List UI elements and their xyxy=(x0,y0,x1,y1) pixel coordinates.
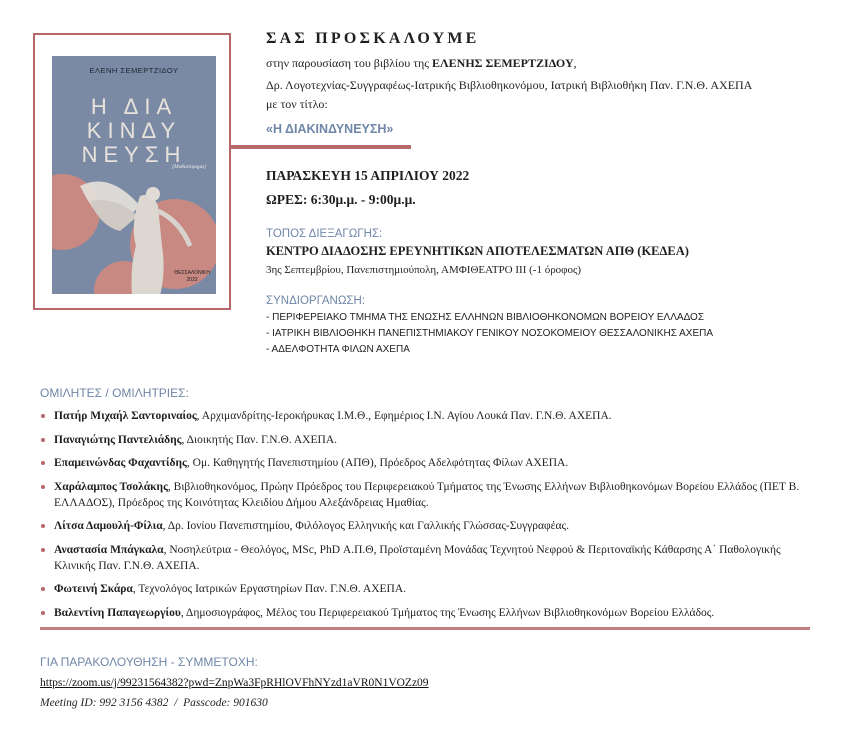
meeting-info xyxy=(40,697,268,709)
speaker-name: Φωτεινή Σκάρα xyxy=(54,583,133,595)
bullet-icon xyxy=(41,548,45,552)
bullet-icon xyxy=(41,587,45,591)
venue-address: 3ης Σεπτεμβρίου, Πανεπιστημιούπολη, ΑΜΦΙΘΕΑΤΡΟ ΙΙΙ (-1 όροφος) xyxy=(266,264,582,276)
bullet-icon xyxy=(41,438,45,442)
meeting-separator: / xyxy=(174,697,178,709)
speaker-name: Πατήρ Μιχαήλ Σαντοριναίος xyxy=(54,410,197,422)
intro-prefix: στην παρουσίαση του βιβλίου της xyxy=(266,56,433,70)
speaker-desc: , Βιβλιοθηκονόμος, Πρώην Πρόεδρος του Περιφερειακού Τμήματος της Ένωσης Ελλήνων Βιβλιοθηκονόμων Βορείου Ελλάδος (ΠΕΤ Β. ΕΛΛΑΔΟΣ), Πρόεδρος της Κοινότητας Κλειδίου Δήμου Αλεξάνδρειας Ημαθίας. xyxy=(54,480,800,509)
meeting-id-label: Meeting ID: xyxy=(40,697,97,709)
speaker-desc: , Αρχιμανδρίτης-Ιεροκήρυκας Ι.Μ.Θ., Εφημέριος Ι.Ν. Αγίου Λουκά Παν. Γ.Ν.Θ. ΑΧΕΠΑ. xyxy=(196,410,612,422)
cover-author: ΕΛΕΝΗ ΣΕΜΕΡΤΖΙΔΟΥ xyxy=(89,66,179,75)
speaker-name: Βαλεντίνη Παπαγεωργίου xyxy=(54,606,181,619)
cover-subtitle: [Μυθιστόρημα] xyxy=(171,164,206,170)
speaker-desc: , Ομ. Καθηγητής Πανεπιστημίου (ΑΠΘ), Πρόεδρος Αδελφότητας Φίλων ΑΧΕΠΑ. xyxy=(186,457,569,469)
bullet-icon xyxy=(41,461,45,465)
organizers-label: ΣΥΝΔΙΟΡΓΑΝΩΣΗ: xyxy=(266,295,366,307)
speaker-desc: , Νοσηλεύτρια - Θεολόγος, MSc, PhD Α.Π.Θ, Προϊσταμένη Μονάδας Τεχνητού Νεφρού & Περιτοναϊκής Κάθαρσης Α΄ Παθολογικής Κλινικής Παν. Γ.Ν.Θ. ΑΧΕΠΑ. xyxy=(54,543,781,572)
book-cover xyxy=(52,56,216,294)
speakers-label: ΟΜΙΛΗΤΕΣ / ΟΜΙΛΗΤΡΙΕΣ: xyxy=(40,386,189,400)
speaker-name: Αναστασία Μπάγκαλα xyxy=(54,543,164,556)
speaker-desc: , Δημοσιογράφος, Μέλος του Περιφερειακού Τμήματος της Ένωσης Ελλήνων Βιβλιοθηκονόμων Βορείου Ελλάδος. xyxy=(180,606,715,619)
intro-line xyxy=(266,56,577,71)
invitation-title: ΣΑΣ ΠΡΟΣΚΑΛΟΥΜΕ xyxy=(266,30,480,47)
event-hours: ΩΡΕΣ: 6:30μ.μ. - 9:00μ.μ. xyxy=(266,192,416,207)
speaker-desc: , Δρ. Ιονίου Πανεπιστημίου, Φιλόλογος Ελληνικής και Γαλλικής Γλώσσας-Συγγραφέας. xyxy=(162,520,569,532)
speaker-item xyxy=(40,605,820,621)
speaker-item xyxy=(40,518,820,534)
speaker-item xyxy=(40,542,820,574)
cover-publisher xyxy=(174,270,210,284)
meeting-id: 992 3156 4382 xyxy=(99,697,169,709)
speakers-list xyxy=(40,408,820,628)
bullet-icon xyxy=(41,485,45,489)
cover-publisher-year: 2022 xyxy=(186,277,198,283)
speaker-item xyxy=(40,581,820,597)
speaker-name: Επαμεινώνδας Φαχαντίδης xyxy=(54,457,187,469)
bullet-icon xyxy=(41,524,45,528)
passcode-label: Passcode: xyxy=(183,697,231,709)
speaker-name: Χαράλαμπος Τσολάκης xyxy=(54,480,168,493)
author-name: ΕΛΕΝΗΣ ΣΕΜΕΡΤΖΙΔΟΥ xyxy=(432,56,574,70)
speaker-item xyxy=(40,408,820,424)
organizer-item: - ΙΑΤΡΙΚΗ ΒΙΒΛΙΟΘΗΚΗ ΠΑΝΕΠΙΣΤΗΜΙΑΚΟΥ ΓΕΝΙΚΟΥ ΝΟΣΟΚΟΜΕΙΟΥ ΘΕΣΣΑΛΟΝΙΚΗΣ ΑΧΕΠΑ xyxy=(266,328,714,339)
speaker-desc: , Διοικητής Παν. Γ.Ν.Θ. ΑΧΕΠΑ. xyxy=(181,433,337,446)
bullet-icon xyxy=(41,414,45,418)
cover-title-line: ΝΕΥΣΗ xyxy=(81,142,187,167)
participation-label: ΓΙΑ ΠΑΡΑΚΟΛΟΥΘΗΣΗ - ΣΥΜΜΕΤΟΧΗ: xyxy=(40,655,258,669)
speaker-name: Παναγιώτης Παντελιάδης xyxy=(54,433,182,446)
organizer-item: - ΠΕΡΙΦΕΡΕΙΑΚΟ ΤΜΗΜΑ ΤΗΣ ΕΝΩΣΗΣ ΕΛΛΗΝΩΝ ΒΙΒΛΙΟΘΗΚΟΝΟΜΩΝ ΒΟΡΕΙΟΥ ΕΛΛΑΔΟΣ xyxy=(266,312,705,323)
speaker-name: Λίτσα Δαμουλή-Φίλια xyxy=(54,520,163,532)
passcode: 901630 xyxy=(233,697,268,709)
bullet-icon xyxy=(41,611,45,615)
venue-name: ΚΕΝΤΡΟ ΔΙΑΔΟΣΗΣ ΕΡΕΥΝΗΤΙΚΩΝ ΑΠΟΤΕΛΕΣΜΑΤΩΝ ΑΠΘ (ΚΕΔΕΑ) xyxy=(266,244,689,258)
cover-title-line: ΚΙΝΔΥ xyxy=(86,118,182,143)
zoom-link[interactable]: https://zoom.us/j/99231564382?pwd=ZnpWa3FpRHlOVFhNYzd1aVR0N1VOZz09 xyxy=(40,677,429,689)
speaker-desc: , Τεχνολόγος Ιατρικών Εργαστηρίων Παν. Γ.Ν.Θ. ΑΧΕΠΑ. xyxy=(132,583,407,595)
event-date: ΠΑΡΑΣΚΕΥΗ 15 ΑΠΡΙΛΙΟΥ 2022 xyxy=(266,168,470,183)
section-divider xyxy=(40,627,810,630)
author-credentials: Δρ. Λογοτεχνίας-Συγγραφέως-Ιατρικής Βιβλιοθηκονόμου, Ιατρική Βιβλιοθήκη Παν. Γ.Ν.Θ. ΑΧΕΠΑ xyxy=(266,78,753,92)
accent-connector xyxy=(229,145,411,149)
title-intro: με τον τίτλο: xyxy=(266,97,328,111)
intro-suffix: , xyxy=(573,56,577,70)
book-title: «Η ΔΙΑΚΙΝΔΥΝΕΥΣΗ» xyxy=(266,122,394,136)
cover-title-line: Η ΔΙΑ xyxy=(90,94,178,119)
venue-label: ΤΟΠΟΣ ΔΙΕΞΑΓΩΓΗΣ: xyxy=(266,228,383,240)
speaker-item xyxy=(40,479,820,511)
cover-publisher-city: ΘΕΣΣΑΛΟΝΙΚΗ xyxy=(174,270,210,276)
speaker-item xyxy=(40,455,820,471)
speaker-item xyxy=(40,432,820,448)
organizer-item: - ΑΔΕΛΦΟΤΗΤΑ ΦΙΛΩΝ ΑΧΕΠΑ xyxy=(266,344,410,355)
